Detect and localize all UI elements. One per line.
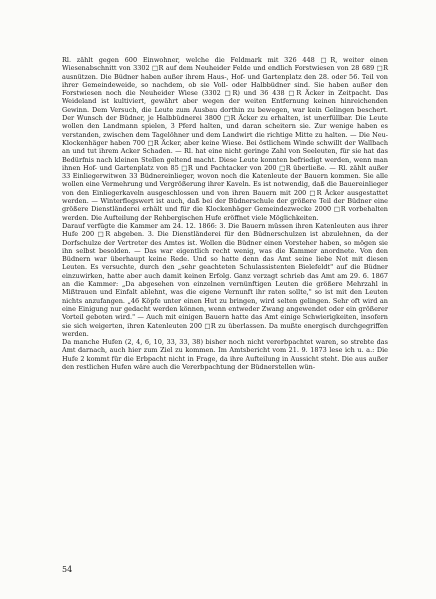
paragraph: Darauf verfügte die Kammer am 24. 12. 1866: 3. Die Bauern müssen ihren Katenleuten aus ihrer Hufe 200 □R abgeben. 3. Die Dienstländerei für den Büdnerschulzen ist abzulehnen, da der Dorfschulze der Vertreter des Amtes ist. Wollen die Büdner einen Vorsteher haben, so mögen sie ihn selbst besolden. — Das war eigentlich recht wenig, was die Kammer anordnete. Von den Büdnern war überhaupt keine Rede. Und so hatte denn das Amt seine liebe Not mit diesen Leuten. Es versuchte, durch den „sehr geachteten Schulassistenten Bielefeldt" auf die Büdner einzuwirken, hatte aber auch damit keinen Erfolg. Ganz verzagt schrieb das Amt am 29. 6. 1867 an die Kammer: „Da abgesehen von einzelnen vernünftigen Leuten die größere Mehrzahl in Mißtrauen und Einfalt ablehnt, was die eigene Vernunft ihr raten sollte," so ist mit den Leuten nichts anzufangen. „46 Köpfe unter einen Hut zu bringen, wird selten gelingen. Sehr oft wird an eine Einigung nur gedacht werden können, wenn entweder Zwang angewendet oder ein größerer Vorteil geboten wird." — Auch mit einigen Bauern hatte das Amt einige Schwierigkeiten, insofern sie sich weigerten, ihren Katenleuten 200 □R zu überlassen. Da mußte energisch durchgegriffen werden. (62, 221, 388, 338)
paragraph: Rl. zählt gegen 600 Einwohner, welche die Feldmark mit 326 448 □R, weiter einen Wiesenabschnitt von 3302 □R auf dem Neuheider Felde und endlich Forstwiesen von 28 689 □R ausnützen. Die Büdner haben außer ihrem Haus-, Hof- und Gartenplatz den 28. oder 56. Teil von ihrer Gemeindeweide, so nachdem, ob sie Voll- oder Halbbüdner sind. Sie haben außer den Forstwiesen noch die Neuheider Wiese (3302 □R) und 36 438 □R Äcker in Zeitpacht. Das Weideland ist kultiviert, gewährt aber wegen der weiten Entfernung keinen hinreichenden Gewinn. Dem Versuch, die Leute zum Ausbau dorthin zu bewegen, war kein Gelingen beschert. Der Wunsch der Büdner, je Halbbüdnerei 3800 □R Äcker zu erhalten, ist unerfüllbar. Die Leute wollen den Landmann spielen, 3 Pferd halten, und daran scheitern sie. Zur wenige haben es verstanden, zwischen dem Tagelöhner und dem Landwirt die richtige Mitte zu halten. — Die Neu-Klockenhäger haben 700 □R Äcker, aber keine Wiese. Bei östlichem Winde schwillt der Wallbach an und tut ihrem Acker Schaden. — Rl. hat eine nicht geringe Zahl von Seeleuten, für sie hat das Bedürfnis nach kleinen Stellen geltend macht. Diese Leute konnten befriedigt werden, wenn man ihnen Hof- und Gartenplatz von 85 □R und Pachtacker von 200 □R überließe. — Rl. zählt außer 33 Einliegerwitwen 33 Büdnereinlieger, wovon noch die Katenleute der Bauern kommen. Sie alle wollen eine Vermehrung und Vergrößerung ihrer Kaveln. Es ist notwendig, daß die Bauereinlieger von den Einliegerkaveln ausgeschlossen und von ihren Bauern mit 200 □R Äcker ausgestattet werden. — Winterflegswert ist auch, daß bei der Büdnerschule der größere Teil der Büdner eine größere Dienstländerei erhält und für die Klockenhäger Gemeindezwecke 2000 □R vorbehalten werden. Die Aufteilung der Rehbergischen Hufe eröffnet viele Möglichkeiten. (62, 56, 388, 222)
page-number: 54 (62, 565, 73, 574)
paragraph: Da manche Hufen (2, 4, 6, 10, 33, 33, 38) bisher noch nicht vererbpachtet waren, so strebte das Amt darnach, auch hier zum Ziel zu kommen. Im Amtsbericht vom 21. 9. 1873 lese ich u. a.: Die Hufe 2 kommt für die Erbpacht nicht in Frage, da ihre Aufteilung in Aussicht steht. Die aus außer den restlichen Hufen wäre auch die Vererbpachtung der Büdnerstellen wün- (62, 338, 388, 371)
body-text (62, 56, 388, 371)
